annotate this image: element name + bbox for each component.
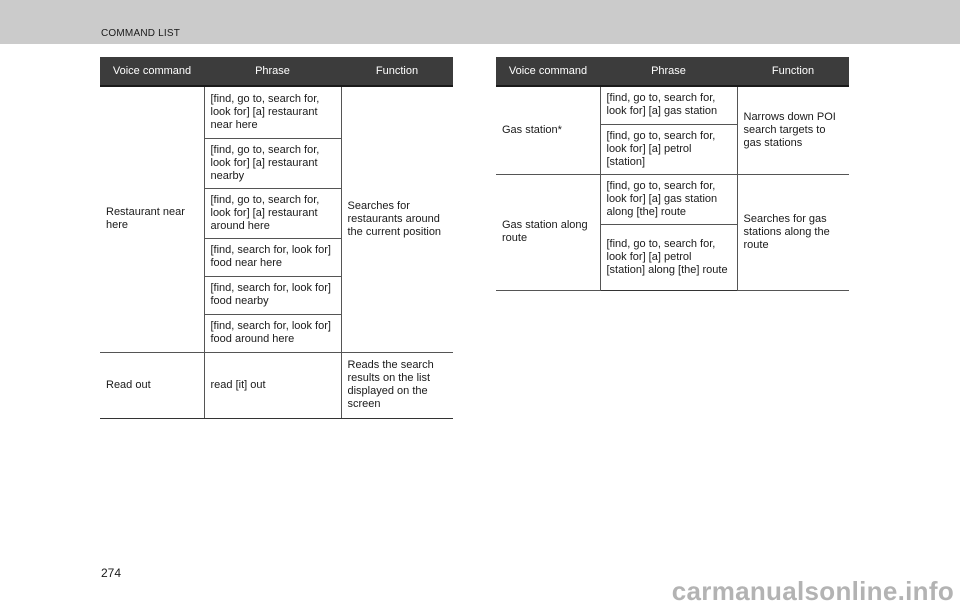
table-header-row: [496, 57, 849, 86]
phrase-cell: [find, search for, look for] food near here: [204, 238, 341, 276]
voice-command-cell: Gas station*: [496, 86, 600, 174]
table-row: [100, 86, 453, 138]
phrase-cell: [find, go to, search for, look for] [a] petrol [station]: [600, 124, 737, 174]
phrase-cell: [find, go to, search for, look for] [a] restaurant near here: [204, 86, 341, 138]
voice-command-cell: Read out: [100, 352, 204, 418]
function-cell: Searches for restaurants around the current position: [341, 86, 453, 352]
phrase-cell: [find, go to, search for, look for] [a] gas station along [the] route: [600, 174, 737, 224]
table-row: [496, 86, 849, 124]
column-header-function: Function: [737, 57, 849, 86]
table-row: [496, 174, 849, 224]
table-header-row: [100, 57, 453, 86]
voice-command-cell: Gas station along route: [496, 174, 600, 290]
section-title: COMMAND LIST: [101, 28, 181, 39]
voice-command-cell: Restaurant near here: [100, 86, 204, 352]
page-number: 274: [101, 566, 122, 580]
site-watermark: carmanualsonline.info: [671, 576, 954, 606]
function-cell: Narrows down POI search targets to gas stations: [737, 86, 849, 174]
phrase-cell: [find, go to, search for, look for] [a] restaurant around here: [204, 188, 341, 238]
command-table-right: [496, 57, 849, 291]
command-table-left: [100, 57, 453, 419]
phrase-cell: [find, go to, search for, look for] [a] petrol [station] along [the] route: [600, 224, 737, 290]
phrase-cell: read [it] out: [204, 352, 341, 418]
column-header-phrase: Phrase: [600, 57, 737, 86]
column-header-function: Function: [341, 57, 453, 86]
column-header-voice-command: Voice command: [496, 57, 600, 86]
phrase-cell: [find, search for, look for] food around here: [204, 314, 341, 352]
column-header-phrase: Phrase: [204, 57, 341, 86]
function-cell: Searches for gas stations along the route: [737, 174, 849, 290]
phrase-cell: [find, search for, look for] food nearby: [204, 276, 341, 314]
phrase-cell: [find, go to, search for, look for] [a] gas station: [600, 86, 737, 124]
function-cell: Reads the search results on the list displayed on the screen: [341, 352, 453, 418]
column-header-voice-command: Voice command: [100, 57, 204, 86]
phrase-cell: [find, go to, search for, look for] [a] restaurant nearby: [204, 138, 341, 188]
table-row: [100, 352, 453, 418]
